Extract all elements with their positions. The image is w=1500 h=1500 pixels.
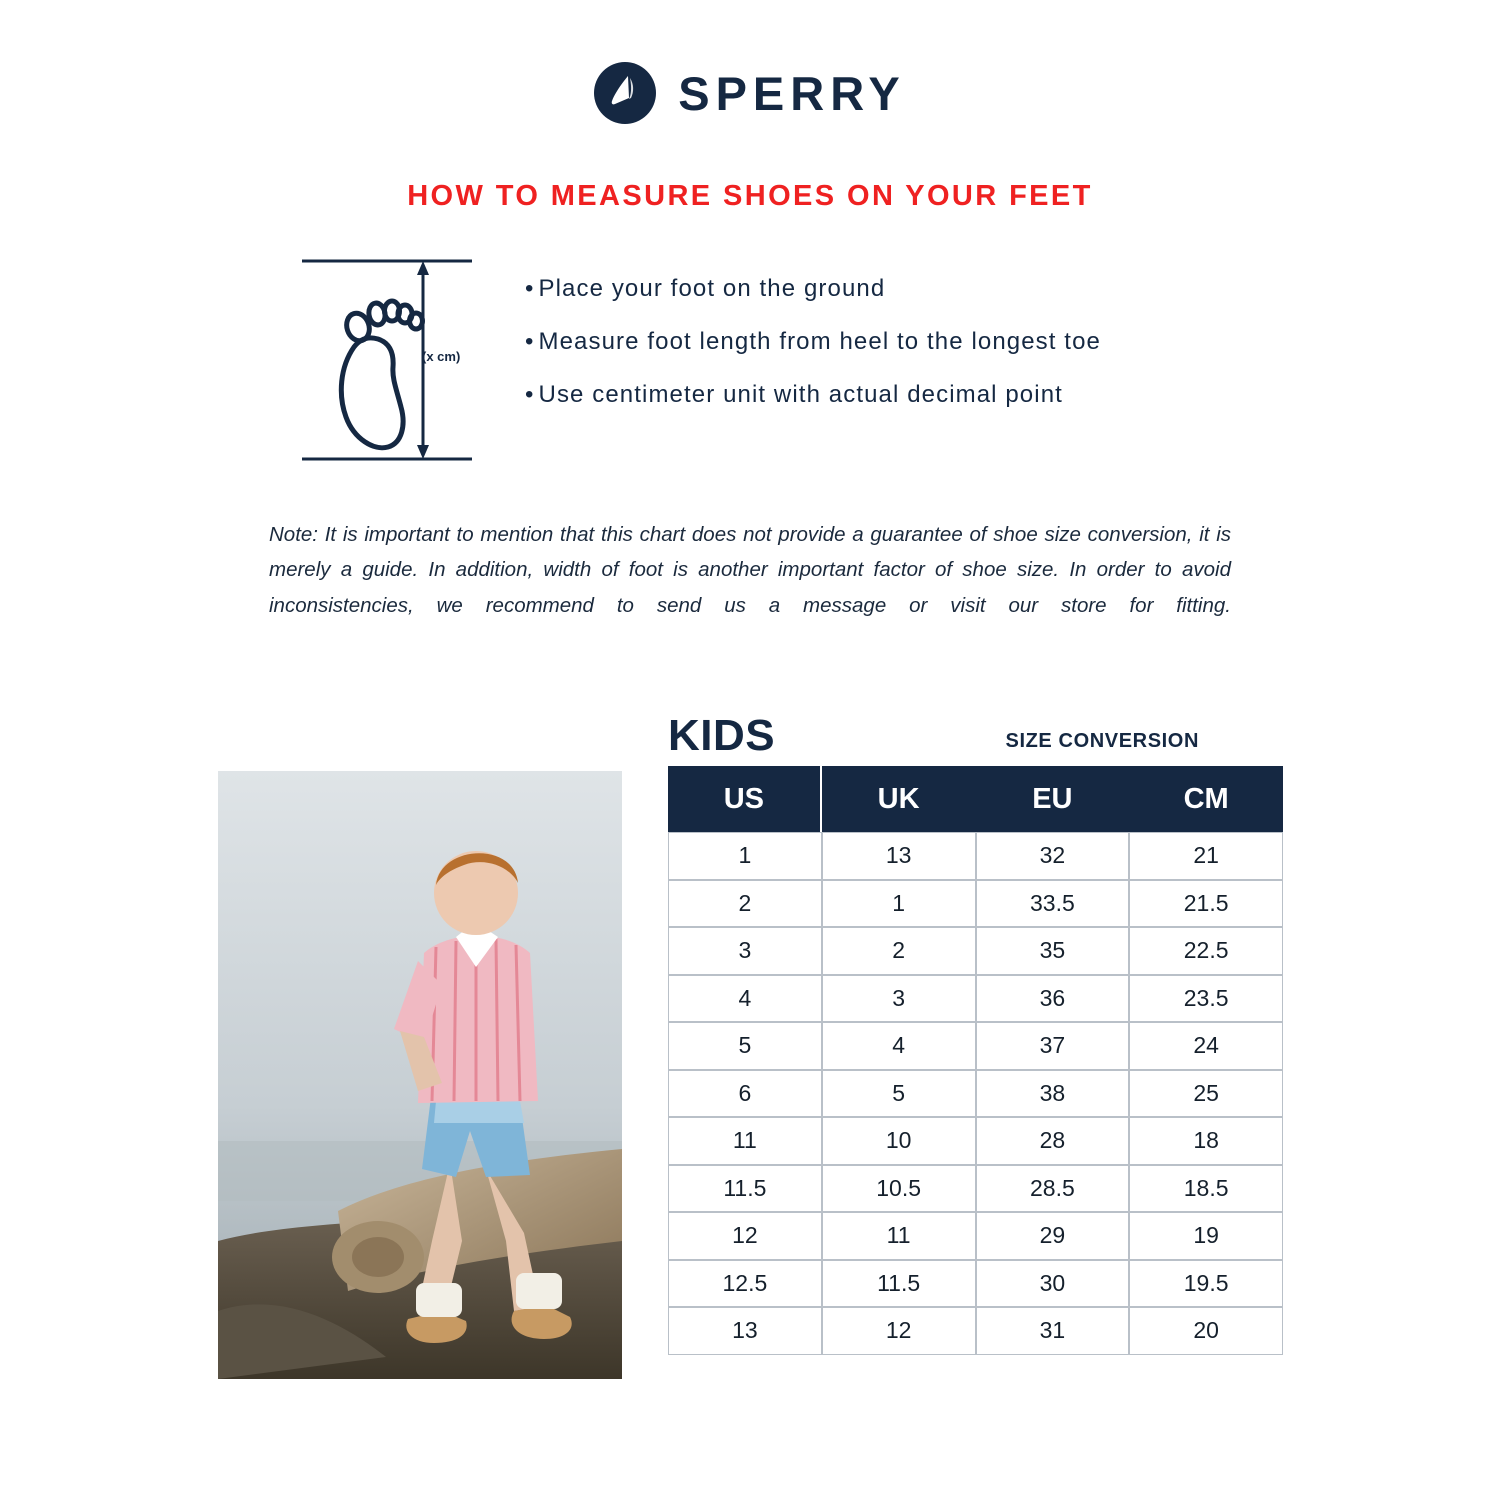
cell-uk: 11.5 [822,1260,976,1308]
cell-cm: 22.5 [1129,927,1283,975]
cell-uk: 5 [822,1070,976,1118]
table-row [668,880,1283,928]
measure-unit-label: (x cm) [422,349,461,364]
bullet-dot-icon: • [525,328,535,355]
measure-instructions [0,255,1500,465]
cell-cm: 20 [1129,1307,1283,1355]
cell-eu: 32 [976,832,1130,880]
brand-name: SPERRY [678,66,906,120]
cell-eu: 29 [976,1212,1130,1260]
cell-cm: 25 [1129,1070,1283,1118]
cell-cm: 24 [1129,1022,1283,1070]
table-row [668,1165,1283,1213]
table-row [668,1212,1283,1260]
disclaimer-note: Note: It is important to mention that this chart does not provide a guarantee of shoe size conversion, it is merely a guide. In addition, width of foot is another important factor of shoe size. In order to avoid inconsistencies, we recommend to send us a message or visit our store for fitting. [269,523,1231,617]
table-row [668,1070,1283,1118]
cell-us: 6 [668,1070,822,1118]
size-conversion-table-area [668,711,1283,1355]
size-conversion-table [668,766,1283,1355]
table-subtitle: SIZE CONVERSION [1005,730,1199,752]
bullet-dot-icon: • [525,275,535,302]
cell-us: 12 [668,1212,822,1260]
cell-uk: 12 [822,1307,976,1355]
table-row [668,975,1283,1023]
column-header-cm: CM [1129,766,1283,832]
bullet-text: Use centimeter unit with actual decimal point [538,381,1063,408]
cell-cm: 18.5 [1129,1165,1283,1213]
cell-uk: 10.5 [822,1165,976,1213]
cell-uk: 13 [822,832,976,880]
table-row [668,1260,1283,1308]
column-header-eu: EU [976,766,1130,832]
cell-eu: 35 [976,927,1130,975]
cell-us: 11.5 [668,1165,822,1213]
table-body [668,832,1283,1355]
cell-cm: 21 [1129,832,1283,880]
cell-cm: 19 [1129,1212,1283,1260]
cell-us: 4 [668,975,822,1023]
cell-uk: 11 [822,1212,976,1260]
column-header-us: US [668,766,822,832]
cell-cm: 19.5 [1129,1260,1283,1308]
cell-us: 11 [668,1117,822,1165]
cell-us: 1 [668,832,822,880]
table-title-row [668,711,1283,766]
cell-us: 13 [668,1307,822,1355]
cell-eu: 36 [976,975,1130,1023]
cell-uk: 10 [822,1117,976,1165]
brand-header [0,0,1500,124]
cell-us: 5 [668,1022,822,1070]
table-row [668,1117,1283,1165]
cell-eu: 33.5 [976,880,1130,928]
cell-eu: 38 [976,1070,1130,1118]
cell-uk: 1 [822,880,976,928]
cell-us: 3 [668,927,822,975]
table-row [668,1307,1283,1355]
table-header [668,766,1283,832]
column-header-uk: UK [822,766,976,832]
bullet-dot-icon: • [525,381,535,408]
cell-cm: 18 [1129,1117,1283,1165]
lifestyle-photo [218,771,622,1379]
cell-eu: 31 [976,1307,1130,1355]
cell-uk: 3 [822,975,976,1023]
list-item [525,383,1101,407]
table-row [668,832,1283,880]
cell-uk: 2 [822,927,976,975]
list-item [525,330,1101,354]
sperry-sailboat-icon [594,62,656,124]
bullet-text: Measure foot length from heel to the longest toe [538,328,1101,355]
cell-uk: 4 [822,1022,976,1070]
table-row [668,927,1283,975]
footprint-measure-icon [300,255,490,465]
cell-us: 2 [668,880,822,928]
bullet-text: Place your foot on the ground [538,275,886,302]
cell-eu: 28.5 [976,1165,1130,1213]
cell-cm: 23.5 [1129,975,1283,1023]
cell-eu: 30 [976,1260,1130,1308]
table-title: KIDS [668,711,776,760]
list-item [525,277,1101,301]
page-title: HOW TO MEASURE SHOES ON YOUR FEET [407,180,1093,212]
cell-cm: 21.5 [1129,880,1283,928]
table-header-row [668,766,1283,832]
table-row [668,1022,1283,1070]
measure-bullet-list [525,255,1101,436]
cell-eu: 37 [976,1022,1130,1070]
cell-us: 12.5 [668,1260,822,1308]
cell-eu: 28 [976,1117,1130,1165]
